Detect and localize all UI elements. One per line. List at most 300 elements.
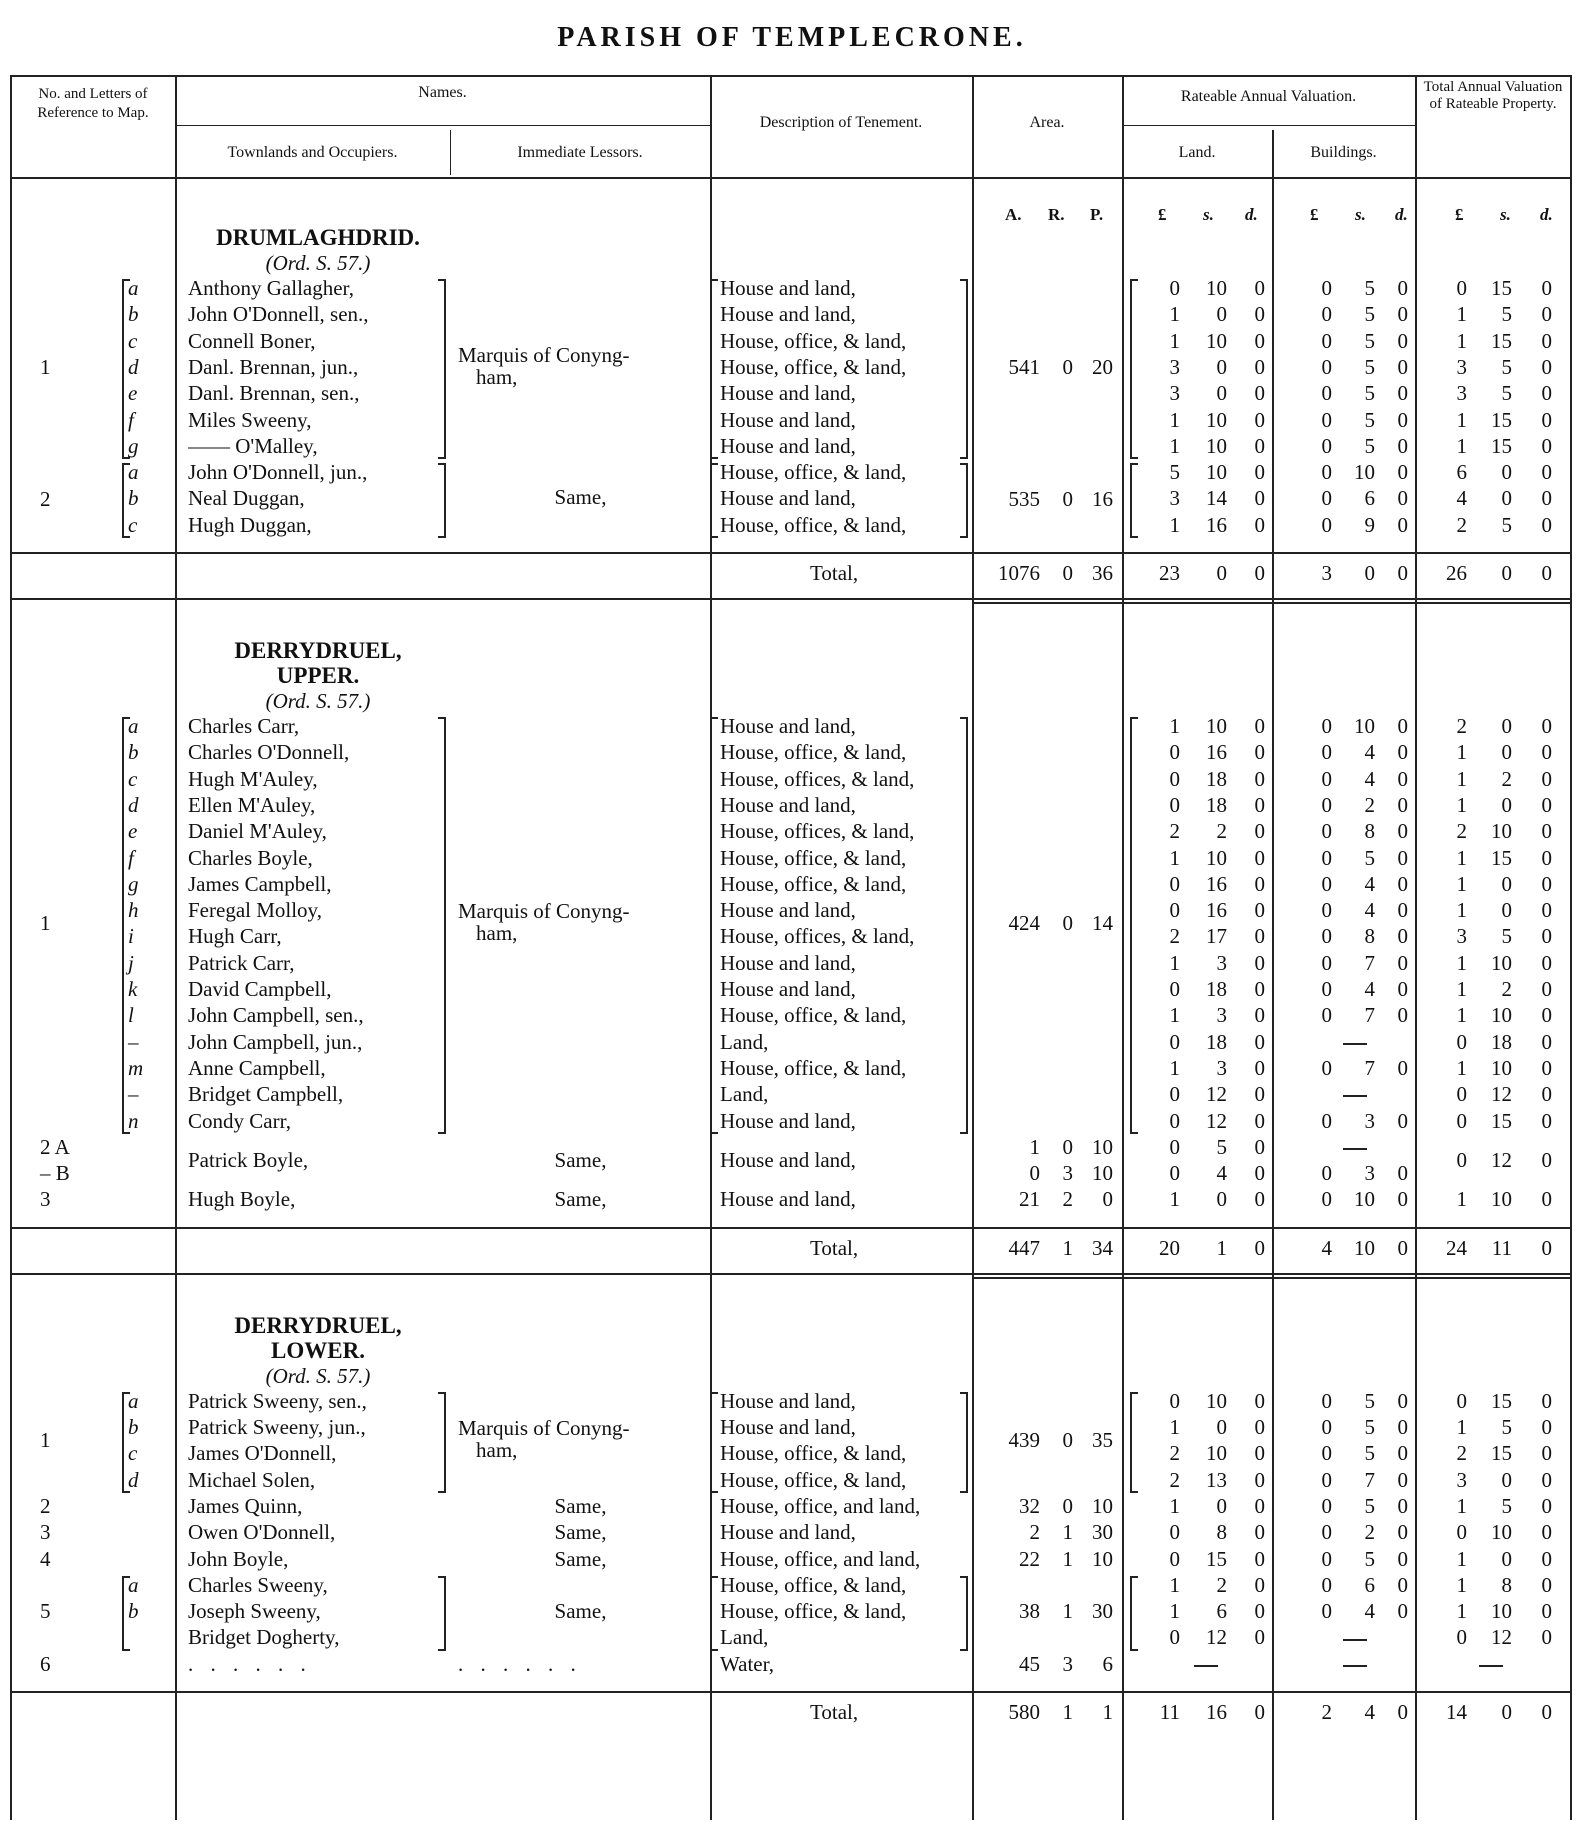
occupier-name: Patrick Sweeny, sen., xyxy=(188,1388,367,1413)
area-acres: 439 xyxy=(1008,1428,1040,1453)
total-value-pounds: 0 xyxy=(1456,1082,1467,1107)
land-value-shillings: 16 xyxy=(1206,871,1227,896)
land-value-shillings: 14 xyxy=(1206,486,1227,511)
area-perches: 35 xyxy=(1092,1428,1113,1453)
tenement-description: House and land, xyxy=(720,898,856,923)
total-value-pence: 0 xyxy=(1541,950,1552,975)
building-value-shillings: 5 xyxy=(1364,1441,1375,1466)
land-value-shillings: 0 xyxy=(1216,302,1227,327)
table-row xyxy=(10,512,1572,538)
lessor-line: Marquis of Conyng- xyxy=(458,343,630,368)
area-roods: 2 xyxy=(1062,1187,1073,1212)
brace-mark xyxy=(960,1392,968,1493)
area-perches: 0 xyxy=(1102,1187,1113,1212)
land-value-pence: 0 xyxy=(1254,486,1265,511)
total-value-pence: 0 xyxy=(1541,898,1552,923)
land-value-pence: 0 xyxy=(1254,924,1265,949)
occupier-name: Hugh Carr, xyxy=(188,924,282,949)
brace-mark xyxy=(960,1576,968,1651)
land-value-shillings: 0 xyxy=(1216,1493,1227,1518)
brace-mark xyxy=(122,463,130,538)
dash-mark xyxy=(1343,1665,1367,1667)
table-row xyxy=(10,713,1572,739)
land-value-pounds: 0 xyxy=(1169,740,1180,765)
land-value-shillings: 3 xyxy=(1216,950,1227,975)
land-value-pounds: 0 xyxy=(1169,1625,1180,1650)
total-value-pounds: 1 xyxy=(1456,1599,1467,1624)
land-value-pence: 0 xyxy=(1254,977,1265,1001)
land-value-pounds: 5 xyxy=(1169,460,1180,485)
building-value-pence: 0 xyxy=(1397,1572,1408,1597)
area-acres: 1 xyxy=(1029,1134,1040,1159)
occupier-name: Danl. Brennan, jun., xyxy=(188,354,359,379)
building-value-pence: 0 xyxy=(1397,740,1408,765)
building-value-pounds: 0 xyxy=(1321,714,1332,738)
total-value-pounds: 2 xyxy=(1456,512,1467,537)
land-value-shillings: 2 xyxy=(1216,819,1227,844)
tenement-description: House and land, xyxy=(720,1187,856,1212)
total-value-pence: 0 xyxy=(1541,1235,1552,1260)
total-rule-top xyxy=(10,552,1572,554)
brace-mark xyxy=(960,279,968,459)
ordnance-sheet: (Ord. S. 57.) xyxy=(265,689,371,713)
tenement-description: Water, xyxy=(720,1651,775,1676)
land-value-pence: 0 xyxy=(1254,845,1265,870)
total-combined xyxy=(10,1147,1572,1173)
unit-pounds: £ xyxy=(1455,205,1464,224)
total-value-pounds: 1 xyxy=(1456,1055,1467,1080)
ref-letter: f xyxy=(128,407,134,432)
land-value-pounds: 23 xyxy=(1159,561,1180,585)
land-value-pounds: 2 xyxy=(1169,1467,1180,1492)
building-value-pounds: 0 xyxy=(1321,1520,1332,1545)
total-value-pounds: 1 xyxy=(1456,898,1467,923)
total-value-pounds: 1 xyxy=(1456,977,1467,1001)
total-value-pence: 0 xyxy=(1541,1003,1552,1028)
building-value-pence: 0 xyxy=(1397,486,1408,511)
total-value-pence: 0 xyxy=(1541,714,1552,738)
land-value-pence: 0 xyxy=(1254,433,1265,458)
tenement-description: House and land, xyxy=(720,714,856,738)
land-value-pence: 0 xyxy=(1254,1055,1265,1080)
land-value-shillings: 18 xyxy=(1206,977,1227,1001)
building-value-shillings: 4 xyxy=(1364,740,1375,765)
tenement-description: House and land, xyxy=(720,302,856,327)
brace-mark xyxy=(1130,1392,1138,1493)
table-row xyxy=(10,1546,1572,1572)
lessor-name xyxy=(458,344,703,388)
land-value-pounds: 3 xyxy=(1169,354,1180,379)
map-ref-number: 2 xyxy=(40,486,51,511)
map-ref-number: – B xyxy=(40,1161,70,1186)
brace-mark xyxy=(710,1576,718,1651)
total-value-pounds: 14 xyxy=(1446,1700,1467,1724)
total-value-pence: 0 xyxy=(1541,740,1552,765)
lessor-line: Same, xyxy=(554,484,607,509)
building-value-pence: 0 xyxy=(1397,1187,1408,1212)
land-value-pence: 0 xyxy=(1254,1415,1265,1439)
brace-mark xyxy=(1130,279,1138,459)
ref-letter: b xyxy=(128,302,139,327)
building-value-shillings: 2 xyxy=(1364,792,1375,817)
building-value-pounds: 0 xyxy=(1321,512,1332,537)
occupier-name: Hugh M'Auley, xyxy=(188,766,318,791)
land-value-pence: 0 xyxy=(1254,1493,1265,1518)
tenement-description: House and land, xyxy=(720,407,856,432)
land-value-pounds: 0 xyxy=(1169,1082,1180,1107)
tenement-description: House, office, & land, xyxy=(720,354,907,379)
building-value-shillings: 4 xyxy=(1364,766,1375,791)
area-perches: 20 xyxy=(1092,355,1113,380)
total-value-pence: 0 xyxy=(1541,460,1552,485)
land-value-shillings: 10 xyxy=(1206,460,1227,485)
brace-mark xyxy=(122,717,130,1134)
building-value-pence: 0 xyxy=(1397,1599,1408,1624)
occupier-name: John O'Donnell, jun., xyxy=(188,460,368,485)
building-value-pence: 0 xyxy=(1397,1700,1408,1724)
header-names: Names. xyxy=(418,84,467,101)
building-value-shillings: 5 xyxy=(1364,381,1375,406)
building-value-dash xyxy=(1335,1029,1375,1055)
building-value-pounds: 0 xyxy=(1321,1493,1332,1518)
total-value-pounds: 0 xyxy=(1456,1388,1467,1413)
building-value-pounds: 0 xyxy=(1321,276,1332,300)
building-value-pounds: 0 xyxy=(1321,898,1332,923)
total-value-pence: 0 xyxy=(1541,1148,1552,1173)
total-value-pounds: 3 xyxy=(1456,1467,1467,1492)
land-value-shillings: 18 xyxy=(1206,1029,1227,1054)
unit-shillings: s. xyxy=(1203,205,1214,224)
brace-mark xyxy=(710,1392,718,1493)
ref-letter: d xyxy=(128,792,139,817)
ref-letter: a xyxy=(128,460,139,485)
area-acres: 535 xyxy=(1008,486,1040,511)
tenement-description: House, office, & land, xyxy=(720,1467,907,1492)
header-buildings: Buildings. xyxy=(1310,144,1377,161)
building-value-pence: 0 xyxy=(1397,433,1408,458)
map-ref-number: 3 xyxy=(40,1520,51,1545)
total-value-pence: 0 xyxy=(1541,1082,1552,1107)
total-value-pence: 0 xyxy=(1541,1415,1552,1439)
total-value-pounds: 1 xyxy=(1456,1572,1467,1597)
ref-letter: c xyxy=(128,766,138,791)
brace-mark xyxy=(960,463,968,538)
total-value-pence: 0 xyxy=(1541,561,1552,585)
section-rule xyxy=(10,1273,1572,1275)
land-value-pence: 0 xyxy=(1254,561,1265,585)
total-value-pounds: 26 xyxy=(1446,561,1467,585)
area-roods: 0 xyxy=(1062,911,1073,936)
total-value-shillings: 2 xyxy=(1501,766,1512,791)
area-roods: 3 xyxy=(1062,1161,1073,1186)
lessor-name: Same, xyxy=(554,1546,607,1571)
building-value-pounds: 0 xyxy=(1321,1108,1332,1133)
total-value-pounds: 0 xyxy=(1456,1520,1467,1545)
total-value-shillings: 0 xyxy=(1501,714,1512,738)
section-rule xyxy=(10,598,1572,600)
ref-letter: a xyxy=(128,714,139,738)
building-value-pounds: 4 xyxy=(1321,1235,1332,1260)
total-value-pence: 0 xyxy=(1541,1520,1552,1545)
tenement-description: House, office, & land, xyxy=(720,1572,907,1597)
total-value-pence: 0 xyxy=(1541,1108,1552,1133)
total-value-pence: 0 xyxy=(1541,766,1552,791)
total-value-pence: 0 xyxy=(1541,1187,1552,1212)
building-value-shillings: 5 xyxy=(1364,1388,1375,1413)
table-row xyxy=(10,739,1572,765)
header-rateable: Rateable Annual Valuation. xyxy=(1180,88,1357,105)
total-label: Total, xyxy=(810,1235,859,1260)
map-ref-number: 6 xyxy=(40,1651,51,1676)
land-value-pence: 0 xyxy=(1254,407,1265,432)
total-value-shillings: 0 xyxy=(1501,871,1512,896)
total-value-pounds: 2 xyxy=(1456,714,1467,738)
total-value-shillings: 10 xyxy=(1491,1520,1512,1545)
land-value-pence: 0 xyxy=(1254,1546,1265,1571)
building-value-pounds: 0 xyxy=(1321,740,1332,765)
land-value-pence: 0 xyxy=(1254,1520,1265,1545)
building-value-shillings: 5 xyxy=(1364,433,1375,458)
building-value-shillings: 7 xyxy=(1364,1055,1375,1080)
land-value-pounds: 1 xyxy=(1169,950,1180,975)
total-value-shillings: 0 xyxy=(1501,792,1512,817)
total-value-shillings: 10 xyxy=(1491,950,1512,975)
section-rule xyxy=(972,1277,1572,1279)
brace-mark xyxy=(438,463,446,538)
occupier-name: —— O'Malley, xyxy=(188,433,318,458)
townland-name: DERRYDRUEL, xyxy=(234,638,402,663)
total-value-pence: 0 xyxy=(1541,328,1552,353)
building-value-shillings: 5 xyxy=(1364,354,1375,379)
total-value-pence: 0 xyxy=(1541,1625,1552,1650)
land-value-pounds: 20 xyxy=(1159,1235,1180,1260)
table-row xyxy=(10,459,1572,485)
tenement-description: House and land, xyxy=(720,276,856,300)
land-value-shillings: 6 xyxy=(1216,1599,1227,1624)
townland-name: DERRYDRUEL, xyxy=(234,1312,402,1338)
total-value-pounds: 1 xyxy=(1456,1546,1467,1571)
building-value-pounds: 0 xyxy=(1321,1415,1332,1439)
building-value-pence: 0 xyxy=(1397,407,1408,432)
land-value-pence: 0 xyxy=(1254,302,1265,327)
area-perches: 6 xyxy=(1102,1651,1113,1676)
ref-letter: i xyxy=(128,924,134,949)
valuation-table xyxy=(10,75,1572,1820)
total-value-shillings: 0 xyxy=(1501,1700,1512,1724)
ref-letter: f xyxy=(128,845,134,870)
building-value-pounds: 0 xyxy=(1321,1388,1332,1413)
ref-letter: b xyxy=(128,1415,139,1439)
total-value-pence: 0 xyxy=(1541,1700,1552,1724)
brace-mark xyxy=(122,1392,130,1493)
table-row xyxy=(10,380,1572,406)
land-value-pounds: 0 xyxy=(1169,1134,1180,1159)
building-value-dash xyxy=(1335,1081,1375,1107)
building-value-shillings: 7 xyxy=(1364,1003,1375,1028)
total-value-pence: 0 xyxy=(1541,1388,1552,1413)
table-row xyxy=(10,1029,1572,1055)
building-value-shillings: 3 xyxy=(1364,1108,1375,1133)
table-row xyxy=(10,1624,1572,1650)
lessor-line: ham, xyxy=(476,365,518,390)
building-value-pounds: 0 xyxy=(1321,950,1332,975)
land-value-pounds: 1 xyxy=(1169,1572,1180,1597)
map-ref-number: 1 xyxy=(40,355,51,380)
total-value-pounds: 0 xyxy=(1456,1148,1467,1173)
area-perches: 36 xyxy=(1092,561,1113,585)
total-value-pounds: 24 xyxy=(1446,1235,1467,1260)
area-acres: 1076 xyxy=(998,561,1040,585)
brace-mark xyxy=(438,1392,446,1493)
building-value-pence: 0 xyxy=(1397,792,1408,817)
total-label: Total, xyxy=(810,1700,859,1724)
total-value-shillings: 0 xyxy=(1501,1546,1512,1571)
land-value-shillings: 0 xyxy=(1216,1187,1227,1212)
ref-letter: h xyxy=(128,898,139,923)
land-value-shillings: 10 xyxy=(1206,714,1227,738)
occupier-name: Bridget Dogherty, xyxy=(188,1625,340,1650)
table-row xyxy=(10,1002,1572,1028)
area-roods: 0 xyxy=(1062,486,1073,511)
building-value-pounds: 0 xyxy=(1321,977,1332,1001)
total-value-pounds: 1 xyxy=(1456,1187,1467,1212)
table-row xyxy=(10,301,1572,327)
tenement-description: House and land, xyxy=(720,381,856,406)
occupier-name: Neal Duggan, xyxy=(188,486,305,511)
lessor-name xyxy=(458,486,703,508)
total-value-pence: 0 xyxy=(1541,845,1552,870)
building-value-shillings: 8 xyxy=(1364,819,1375,844)
ref-letter: k xyxy=(128,977,138,1001)
tenement-description: House and land, xyxy=(720,977,856,1001)
tenement-description: House, office, & land, xyxy=(720,1599,907,1624)
map-ref-number: 2 A xyxy=(40,1134,70,1159)
land-value-shillings: 3 xyxy=(1216,1055,1227,1080)
brace-mark xyxy=(438,1576,446,1651)
ref-letter: d xyxy=(128,354,139,379)
ref-letter: g xyxy=(128,871,139,896)
land-value-pence: 0 xyxy=(1254,1108,1265,1133)
ref-letter: a xyxy=(128,1572,139,1597)
map-ref-number: 3 xyxy=(40,1187,51,1212)
occupier-name: Patrick Sweeny, jun., xyxy=(188,1415,366,1439)
land-value-shillings: 13 xyxy=(1206,1467,1227,1492)
area-roods: 0 xyxy=(1062,1493,1073,1518)
table-row xyxy=(10,818,1572,844)
occupier-name: John Campbell, jun., xyxy=(188,1029,363,1054)
ref-letter: e xyxy=(128,819,138,844)
building-value-shillings: 5 xyxy=(1364,407,1375,432)
total-value-pence: 0 xyxy=(1541,1055,1552,1080)
building-value-shillings: 6 xyxy=(1364,486,1375,511)
building-value-pounds: 0 xyxy=(1321,486,1332,511)
tenement-description: House and land, xyxy=(720,792,856,817)
building-value-shillings: 5 xyxy=(1364,302,1375,327)
total-value-pounds: 6 xyxy=(1456,460,1467,485)
building-value-shillings: 4 xyxy=(1364,898,1375,923)
table-row xyxy=(10,433,1572,459)
area-perches: 10 xyxy=(1092,1546,1113,1571)
ref-letter: a xyxy=(128,276,139,300)
land-value-dash xyxy=(1185,1651,1227,1677)
total-value-shillings: 15 xyxy=(1491,328,1512,353)
building-value-shillings: 10 xyxy=(1354,714,1375,738)
total-value-pounds: 3 xyxy=(1456,354,1467,379)
total-value-pounds: 4 xyxy=(1456,486,1467,511)
building-value-pence: 0 xyxy=(1397,302,1408,327)
ref-letter: g xyxy=(128,433,139,458)
land-value-pounds: 0 xyxy=(1169,871,1180,896)
building-value-shillings: 9 xyxy=(1364,512,1375,537)
total-value-shillings: 0 xyxy=(1501,898,1512,923)
unit-perches: P. xyxy=(1090,205,1104,224)
tenement-description: House, office, and land, xyxy=(720,1546,921,1571)
land-value-shillings: 0 xyxy=(1216,1415,1227,1439)
land-value-pence: 0 xyxy=(1254,740,1265,765)
land-value-pounds: 1 xyxy=(1169,1055,1180,1080)
land-value-pence: 0 xyxy=(1254,381,1265,406)
brace-mark xyxy=(960,717,968,1134)
total-value-pence: 0 xyxy=(1541,1546,1552,1571)
occupier-name: Charles Boyle, xyxy=(188,845,313,870)
table-row xyxy=(10,1467,1572,1493)
occupier-name: John Campbell, sen., xyxy=(188,1003,364,1028)
land-value-pounds: 1 xyxy=(1169,845,1180,870)
total-value-pence: 0 xyxy=(1541,407,1552,432)
building-value-shillings: 5 xyxy=(1364,1546,1375,1571)
building-value-pounds: 0 xyxy=(1321,1161,1332,1186)
area-roods: 1 xyxy=(1062,1520,1073,1545)
building-value-shillings: 4 xyxy=(1364,977,1375,1001)
unit-shillings: s. xyxy=(1500,205,1511,224)
occupier-name: James Quinn, xyxy=(188,1493,303,1518)
area-acres: 0 xyxy=(1029,1161,1040,1186)
land-value-shillings: 12 xyxy=(1206,1625,1227,1650)
brace-mark xyxy=(438,279,446,459)
lessor-name: Same, xyxy=(554,1520,607,1545)
total-value-shillings: 0 xyxy=(1501,561,1512,585)
table-row xyxy=(10,1572,1572,1598)
land-value-pounds: 1 xyxy=(1169,1187,1180,1212)
land-value-shillings: 12 xyxy=(1206,1082,1227,1107)
land-value-shillings: 10 xyxy=(1206,1388,1227,1413)
occupier-name: Feregal Molloy, xyxy=(188,898,322,923)
table-row xyxy=(10,1186,1572,1212)
building-value-pence: 0 xyxy=(1397,1055,1408,1080)
lessor-line: ham, xyxy=(476,1438,518,1463)
tenement-description: Land, xyxy=(720,1625,769,1650)
building-value-shillings: 7 xyxy=(1364,1467,1375,1492)
building-value-shillings: 7 xyxy=(1364,950,1375,975)
building-value-pence: 0 xyxy=(1397,766,1408,791)
table-row xyxy=(10,845,1572,871)
total-value-pounds: 1 xyxy=(1456,1003,1467,1028)
building-value-pounds: 0 xyxy=(1321,1441,1332,1466)
area-roods: 1 xyxy=(1062,1235,1073,1260)
lessor-name: Same, xyxy=(554,1147,607,1172)
building-value-pence: 0 xyxy=(1397,950,1408,975)
total-value-pence: 0 xyxy=(1541,1572,1552,1597)
land-value-pence: 0 xyxy=(1254,1388,1265,1413)
tenement-description: House and land, xyxy=(720,1520,856,1545)
total-value-shillings: 0 xyxy=(1501,460,1512,485)
total-value-shillings: 15 xyxy=(1491,1441,1512,1466)
brace-mark xyxy=(710,279,718,459)
occupier-name: Danl. Brennan, sen., xyxy=(188,381,360,406)
land-value-pounds: 2 xyxy=(1169,1441,1180,1466)
total-value-shillings: 15 xyxy=(1491,1388,1512,1413)
total-value-pence: 0 xyxy=(1541,486,1552,511)
